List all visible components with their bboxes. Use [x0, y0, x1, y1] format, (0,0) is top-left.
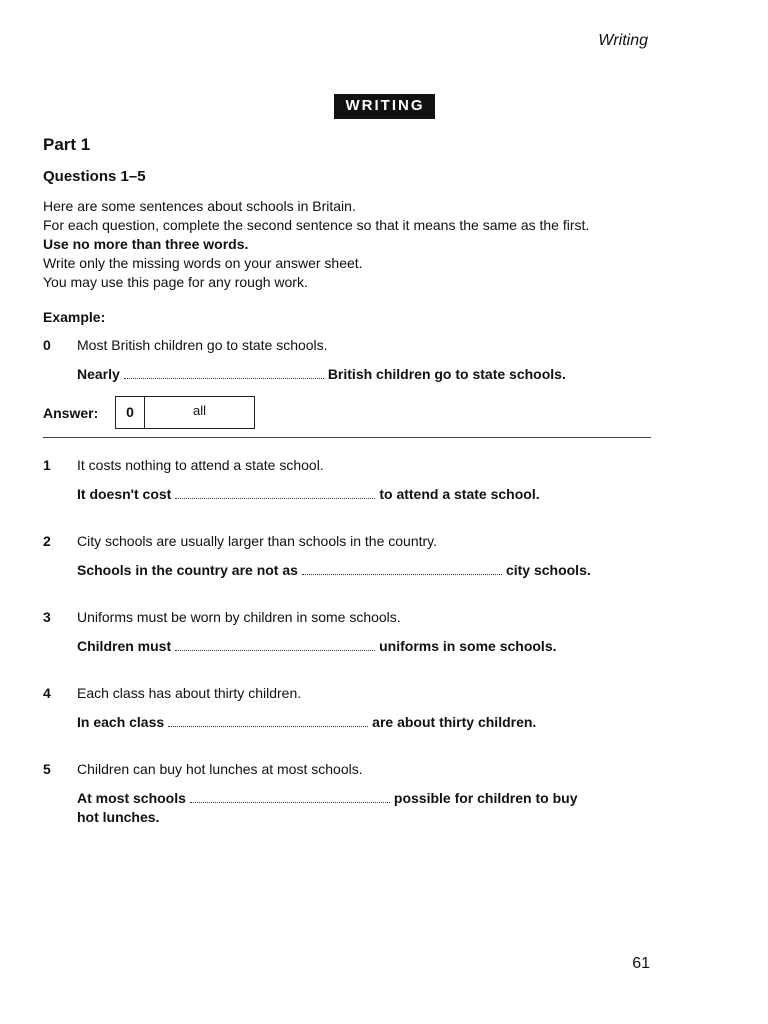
- section-banner-wrap: [0, 94, 768, 119]
- section-banner: WRITING: [334, 94, 435, 119]
- answer-label: Answer:: [43, 404, 99, 421]
- rewrite-prefix: Nearly: [77, 366, 120, 382]
- rewrite-prefix: At most schools: [77, 790, 186, 806]
- question-sentence: Uniforms must be worn by children in some schools.: [77, 609, 401, 625]
- rewrite-suffix: are about thirty children.: [372, 714, 537, 730]
- instruction-line: You may use this page for any rough work.: [43, 274, 308, 290]
- question-sentence: It costs nothing to attend a state school.: [77, 457, 324, 473]
- instruction-line: For each question, complete the second sentence so that it means the same as the first.: [43, 217, 590, 233]
- question-3: [43, 608, 651, 656]
- answer-box-word: all: [192, 403, 206, 418]
- instruction-line-emphasis: Use no more than three words.: [43, 236, 249, 252]
- rewrite-line: [77, 637, 557, 656]
- rewrite-suffix: uniforms in some schools.: [379, 638, 557, 654]
- question-number: 0: [43, 337, 51, 353]
- rewrite-line: [77, 789, 597, 827]
- blank-dotted-line: [175, 486, 375, 499]
- instruction-line: Here are some sentences about schools in Britain.: [43, 198, 356, 214]
- question-2: [43, 532, 651, 580]
- part-title: Part 1: [43, 135, 91, 154]
- rewrite-suffix: city schools.: [505, 562, 591, 578]
- question-sentence: City schools are usually larger than schools in the country.: [77, 533, 438, 549]
- rewrite-prefix: In each class: [77, 714, 165, 730]
- question-number: 2: [43, 533, 51, 549]
- question-number: 1: [43, 457, 51, 473]
- instruction-line: Write only the missing words on your answer sheet.: [43, 255, 363, 271]
- rewrite-line: [77, 561, 591, 580]
- question-number: 5: [43, 761, 51, 777]
- question-4: [43, 684, 651, 732]
- blank-dotted-line: [168, 714, 368, 727]
- blank-dotted-line: [190, 790, 390, 803]
- page-content: [43, 134, 651, 827]
- rewrite-prefix: Schools in the country are not as: [77, 562, 298, 578]
- instructions: [43, 197, 651, 292]
- question-1: [43, 456, 651, 504]
- questions-title: Questions 1–5: [43, 168, 146, 185]
- question-sentence: Children can buy hot lunches at most schools.: [77, 761, 363, 777]
- rewrite-prefix: Children must: [77, 638, 172, 654]
- example-answer: [43, 396, 651, 429]
- answer-box-number: 0: [116, 397, 145, 428]
- blank-dotted-line: [124, 366, 324, 379]
- question-number: 4: [43, 685, 51, 701]
- divider: [43, 437, 651, 438]
- question-sentence: Each class has about thirty children.: [77, 685, 302, 701]
- rewrite-line: [77, 485, 540, 504]
- answer-box: [115, 396, 255, 429]
- example-label: Example:: [43, 309, 106, 325]
- rewrite-suffix: British children go to state schools.: [327, 366, 566, 382]
- example-rewrite: [43, 365, 651, 384]
- question-sentence: Most British children go to state schools.: [77, 337, 328, 353]
- rewrite-prefix: It doesn't cost: [77, 486, 172, 502]
- page-number: 61: [632, 955, 650, 972]
- rewrite-suffix: possible for children to buy hot lunches.: [77, 790, 578, 825]
- rewrite-suffix: to attend a state school.: [379, 486, 540, 502]
- running-head: Writing: [598, 32, 648, 49]
- example-question: [43, 336, 651, 355]
- rewrite-line: [77, 365, 566, 384]
- question-5: [43, 760, 651, 827]
- blank-dotted-line: [175, 638, 375, 651]
- question-number: 3: [43, 609, 51, 625]
- rewrite-line: [77, 713, 536, 732]
- blank-dotted-line: [302, 562, 502, 575]
